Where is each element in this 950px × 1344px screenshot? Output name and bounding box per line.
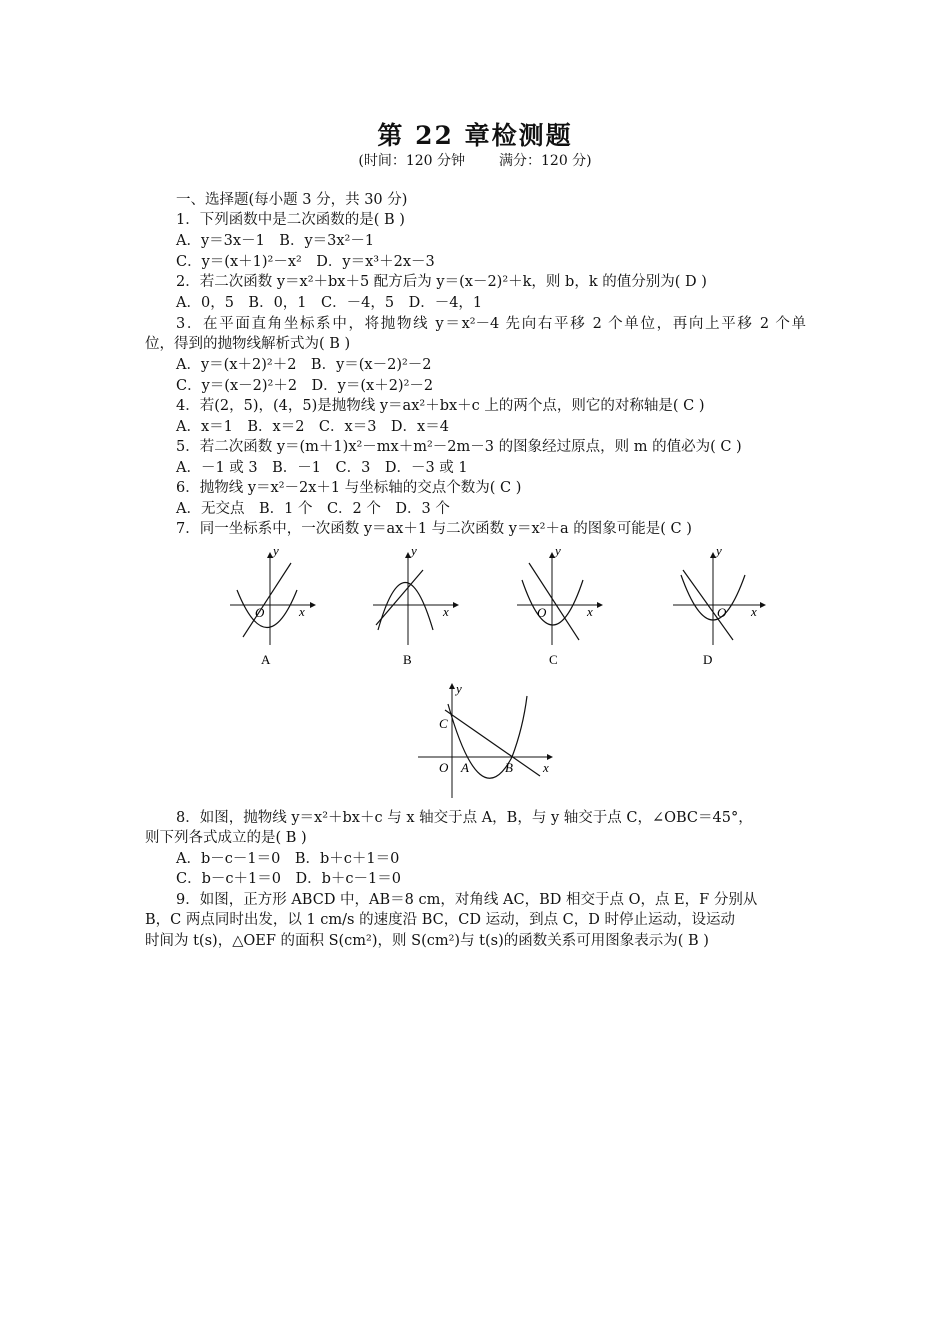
- question-3-options-cd: C．y＝(x－2)²＋2 D．y＝(x＋2)²－2: [176, 378, 434, 394]
- graph-b-y-label: y: [411, 545, 417, 558]
- page-title: 第 22 章检测题: [377, 121, 573, 150]
- fig8-x-label: x: [543, 760, 549, 775]
- section-heading: 一、选择题(每小题 3 分，共 30 分): [176, 192, 408, 208]
- question-6-options: A．无交点 B．1 个 C．2 个 D．3 个: [176, 501, 450, 517]
- question-4-options: A．x＝1 B．x＝2 C．x＝3 D．x＝4: [176, 419, 449, 435]
- graph-d-caption: D: [703, 652, 713, 667]
- fig8-origin: O: [439, 760, 449, 775]
- graph-b-caption: B: [403, 652, 412, 667]
- graph-d-y-label: y: [716, 545, 722, 558]
- question-7-figure: [225, 545, 775, 670]
- question-9-line-2: B，C 两点同时出发，以 1 cm/s 的速度沿 BC，CD 运动，到点 C，D 时停止运动，设运动: [145, 912, 736, 928]
- question-7-graphs: [225, 545, 775, 670]
- question-3-line-2: 位，得到的抛物线解析式为( B ): [145, 336, 351, 352]
- question-3-line-1: 3．在平面直角坐标系中，将抛物线 y＝x²－4 先向右平移 2 个单位，再向上平移 2 个单: [176, 316, 806, 332]
- graph-c-x-label: x: [587, 604, 593, 619]
- fig8-point-a: A: [461, 760, 469, 775]
- question-5: 5．若二次函数 y＝(m＋1)x²－mx＋m²－2m－3 的图象经过原点，则 m 的值必为( C ): [176, 439, 742, 455]
- question-7: 7．同一坐标系中，一次函数 y＝ax＋1 与二次函数 y＝x²＋a 的图象可能是( C ): [176, 521, 692, 537]
- question-9-line-1: 9．如图，正方形 ABCD 中，AB＝8 cm，对角线 AC，BD 相交于点 O，点 E，F 分别从: [176, 892, 758, 908]
- graph-a-origin: O: [255, 605, 265, 620]
- graph-c-origin: O: [537, 605, 547, 620]
- full-score: 满分：120 分): [499, 153, 592, 169]
- graph-option-a: [230, 545, 315, 667]
- question-8-options-ab: A．b－c－1＝0 B．b＋c＋1＝0: [176, 851, 400, 867]
- question-9-line-3: 时间为 t(s)，△OEF 的面积 S(cm²)，则 S(cm²)与 t(s)的函数关系可用图象表示为( B ): [145, 933, 709, 949]
- question-8-line-2: 则下列各式成立的是( B ): [145, 830, 307, 846]
- question-8-line-1: 8．如图，抛物线 y＝x²＋bx＋c 与 x 轴交于点 A，B，与 y 轴交于点 C，∠OBC＝45°，: [176, 810, 753, 826]
- question-1: 1．下列函数中是二次函数的是( B ): [176, 212, 405, 228]
- graph-c-y-label: y: [555, 545, 561, 558]
- graph-d-origin: O: [717, 605, 727, 620]
- question-8-graph: [415, 678, 560, 800]
- question-5-options: A．－1 或 3 B．－1 C．3 D．－3 或 1: [176, 460, 468, 476]
- graph-a-caption: A: [261, 652, 271, 667]
- question-2: 2．若二次函数 y＝x²＋bx＋5 配方后为 y＝(x－2)²＋k，则 b，k 的值分别为( D ): [176, 274, 707, 290]
- question-8-figure: [415, 678, 560, 800]
- question-1-options-cd: C．y＝(x＋1)²－x² D．y＝x³＋2x－3: [176, 254, 435, 270]
- graph-a-x-label: x: [299, 604, 305, 619]
- fig8-point-b: B: [505, 760, 513, 775]
- question-2-options: A．0，5 B．0，1 C．－4，5 D．－4，1: [176, 295, 483, 311]
- fig8-point-c: C: [439, 716, 448, 731]
- graph-b-x-label: x: [443, 604, 449, 619]
- fig8-y-label: y: [456, 681, 462, 696]
- graph-a-y-label: y: [273, 545, 279, 558]
- graph-option-d: [673, 545, 765, 667]
- page-subtitle: [0, 150, 950, 170]
- graph-d-x-label: x: [751, 604, 757, 619]
- question-1-options-ab: A．y＝3x－1 B．y＝3x²－1: [176, 233, 375, 249]
- question-8-options-cd: C．b－c＋1＝0 D．b＋c－1＝0: [176, 871, 401, 887]
- graph-option-b: [373, 545, 458, 667]
- question-4: 4．若(2，5)，(4，5)是抛物线 y＝ax²＋bx＋c 上的两个点，则它的对称轴是( C ): [176, 398, 705, 414]
- graph-c-caption: C: [549, 652, 558, 667]
- time-limit: (时间：120 分钟: [358, 153, 465, 169]
- graph-option-c: [517, 545, 602, 667]
- question-3-options-ab: A．y＝(x＋2)²＋2 B．y＝(x－2)²－2: [176, 357, 432, 373]
- question-6: 6．抛物线 y＝x²－2x＋1 与坐标轴的交点个数为( C ): [176, 480, 522, 496]
